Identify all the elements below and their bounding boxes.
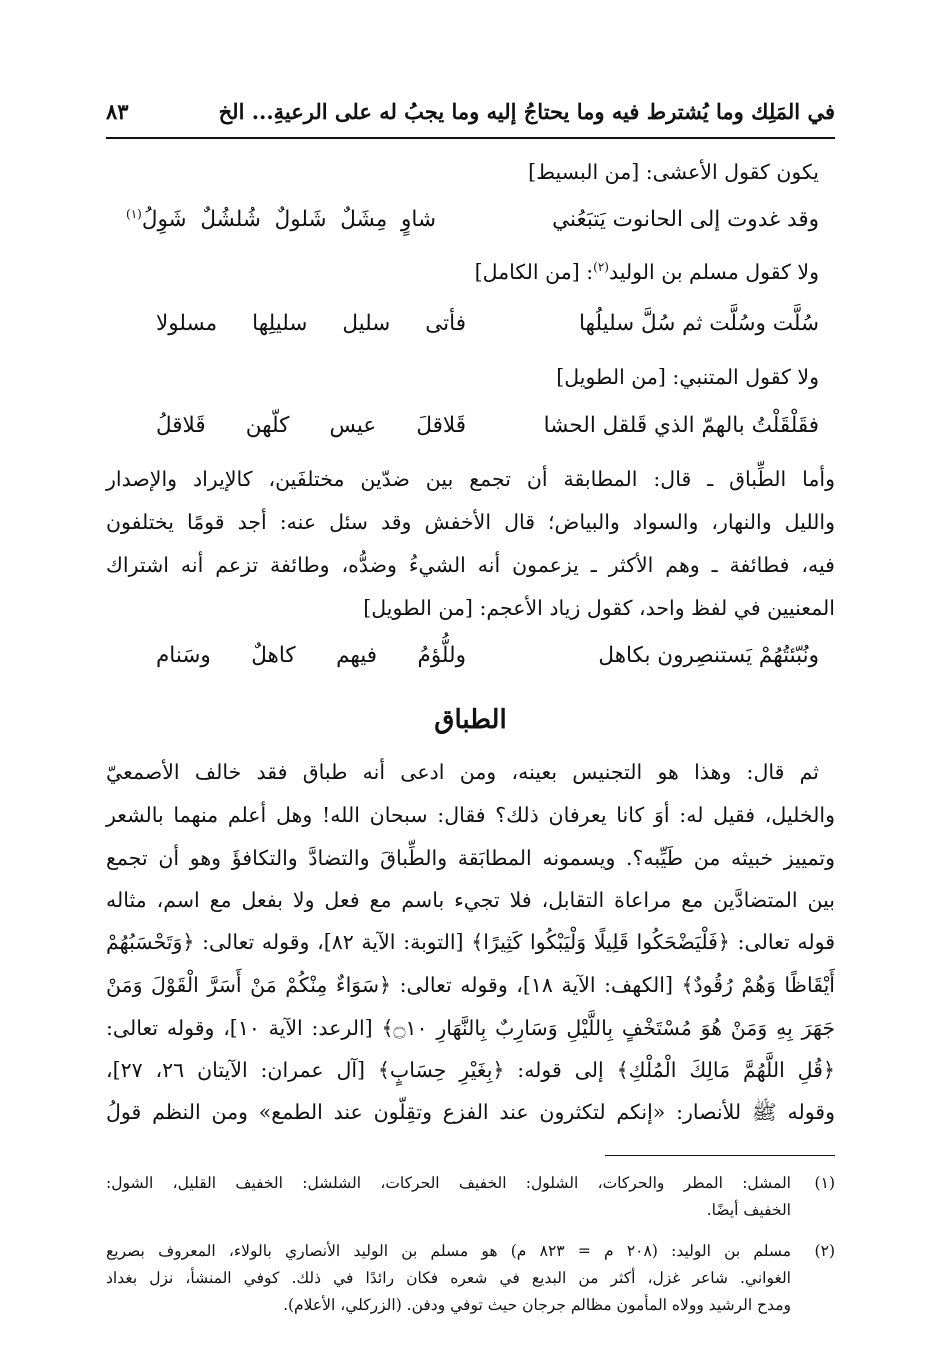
footnote-rule xyxy=(605,1155,835,1156)
footnote-ref-2: (٢) xyxy=(593,260,609,275)
running-header xyxy=(106,94,835,130)
para2-line-3: وتمييز خبيثه من طَيِّبه؟. ويسمونه المطابَقة والطِّباقَ والتضادَّ والتكافؤَ وهو أن تجمع xyxy=(106,846,835,870)
footnote-1-line-2: الخفيف أيضًا. xyxy=(706,1201,791,1219)
verse-3 xyxy=(106,404,819,448)
para2-line-2: والخليل، فقيل له: أوَ كانا يعرفان ذلك؟ فقال: سبحان الله! وهل أعلم منهما بالشعر xyxy=(106,803,835,827)
para2-line-6: أَيْقَاظًا وَهُمْ رُقُودٌ﴾ [الكهف: الآية ١٨]، وقوله تعالى: ﴿سَوَاءٌ مِنْكُمْ مَنْ أَسَرَّ الْقَوْلَ وَمَنْ xyxy=(106,973,835,997)
footnote-1 xyxy=(106,1170,835,1224)
line-2-meter: : [من الكامل] xyxy=(474,260,594,284)
line-2 xyxy=(106,252,819,292)
verse-2-second-hemistich: فأتى سليل سليلِها مسلولا xyxy=(156,311,466,336)
running-title: في المَلِك وما يُشترط فيه وما يحتاجُ إليه وما يجبُ له على الرعيةِ... الخ xyxy=(218,99,835,124)
verse-4-first-hemistich: ونُبّئتُهُمْ يَستنصِرون بكاهل xyxy=(598,643,819,668)
para1-line-3: فيه، فطائفة ـ وهم الأكثر ـ يزعمون أنه الشيءُ وضدُّه، وطائفة تزعم أنه اشتراك xyxy=(106,553,835,577)
section-heading: الطباق xyxy=(434,705,507,735)
para2-line-5: قوله تعالى: ﴿فَلْيَضْحَكُوا قَلِيلًا وَلْيَبْكُوا كَثِيرًا﴾ [التوبة: الآية ٨٢]، وقوله تعالى: ﴿وَتَحْسَبُهُمْ xyxy=(106,930,836,954)
page-number: ٨٣ xyxy=(106,99,129,124)
verse-4-second-hemistich: وللُّؤمُ فيهم كاهلٌ وسَنام xyxy=(156,643,466,668)
footnote-ref-1: (١) xyxy=(126,206,142,221)
verse-1-second-hemistich xyxy=(126,198,436,242)
footnote-1-text xyxy=(106,1170,791,1224)
verse-1 xyxy=(106,198,819,242)
footnote-1-number: (١) xyxy=(814,1174,835,1192)
intro-line: يكون كقول الأعشى: [من البسيط] xyxy=(528,160,819,184)
verse-3-first-hemistich: فقَلْقَلْتُ بالهمّ الذي قَلقل الحشا xyxy=(543,413,819,438)
verse-1-first-hemistich: وقد غدوت إلى الحانوت يَتبَعُني xyxy=(552,207,819,232)
verse-2-first-hemistich: سُلَّت وسُلَّت ثم سُلَّ سليلُها xyxy=(579,311,819,336)
footnote-2-line-2: الغواني. شاعر غزل، أكثر من البديع في شعره فكان رائدًا في ذلك. كوفي المنشأ، نزل بغداد xyxy=(106,1269,791,1287)
para2-line-1: ثم قال: وهذا هو التجنيس بعينه، ومن ادعى أنه طباق فقد خالف الأصمعيّ xyxy=(106,760,819,784)
verse-1-second-text: شاوٍ مِشَلٌ شَلولٌ شُلشُلٌ شَوِلُ xyxy=(141,207,436,232)
para2-line-9: وقوله ﷺ للأنصار: «إنكم لتكثرون عند الفزع وتقِلّون عند الطمع» ومن النظم قولُ xyxy=(106,1100,835,1124)
para1-line-1: وأما الطِّباق ـ قال: المطابقة أن تجمع بين ضدّين مختلفَين، كالإيراد والإصدار xyxy=(106,467,835,491)
verse-3-second-hemistich: قَلاقلَ عيس كلّهن قَلاقلُ xyxy=(156,413,466,438)
footnote-2-line-3: ومدح الرشيد وولاه المأمون مظالم جرجان حيث توفي ودفن. (الزركلي، الأعلام). xyxy=(283,1296,791,1314)
footnote-2-number: (٢) xyxy=(814,1242,835,1260)
header-rule xyxy=(106,137,835,139)
para2-line-7: جَهَرَ بِهِ وَمَنْ هُوَ مُسْتَخْفٍ بِاللَّيْلِ وَسَارِبٌ بِالنَّهَارِ ۝١٠﴾ [الرعد: الآية ١٠]، وقوله تعالى: xyxy=(106,1016,836,1040)
para2-line-4: بين المتضادَّين مع مراعاة التقابل، فلا تجيء باسم مع فعل ولا بفعل مع اسم، مثاله xyxy=(106,888,835,912)
para1-line-4: المعنيين في لفظ واحد، كقول زياد الأعجم: [من الطويل] xyxy=(363,596,835,620)
line-2-text: ولا كقول مسلم بن الوليد xyxy=(608,260,819,284)
line-3: ولا كقول المتنبي: [من الطويل] xyxy=(556,365,819,389)
footnote-1-line-1: المشل: المطر والحركات، الشلول: الخفيف الحركات، الشلشل: الخفيف القليل، الشول: xyxy=(106,1174,791,1192)
para1-line-2: والليل والنهار، والسواد والبياض؛ قال الأخفش وقد سئل عنه: أجد قومًا يختلفون xyxy=(106,510,835,534)
verse-4 xyxy=(106,634,819,678)
footnote-2 xyxy=(106,1238,835,1319)
footnote-2-line-1: مسلم بن الوليد: (٢٠٨ م = ٨٢٣ م) هو مسلم بن الوليد الأنصاري بالولاء، المعروف بصريع xyxy=(106,1242,792,1260)
verse-2 xyxy=(106,302,819,346)
para2-line-8: ﴿قُلِ اللَّهُمَّ مَالِكَ الْمُلْكِ﴾ إلى قوله: ﴿بِغَيْرِ حِسَابٍ﴾ [آل عمران: الآيتان ٢٦، ٢٧]، xyxy=(106,1058,835,1082)
footnote-2-text xyxy=(106,1238,791,1319)
